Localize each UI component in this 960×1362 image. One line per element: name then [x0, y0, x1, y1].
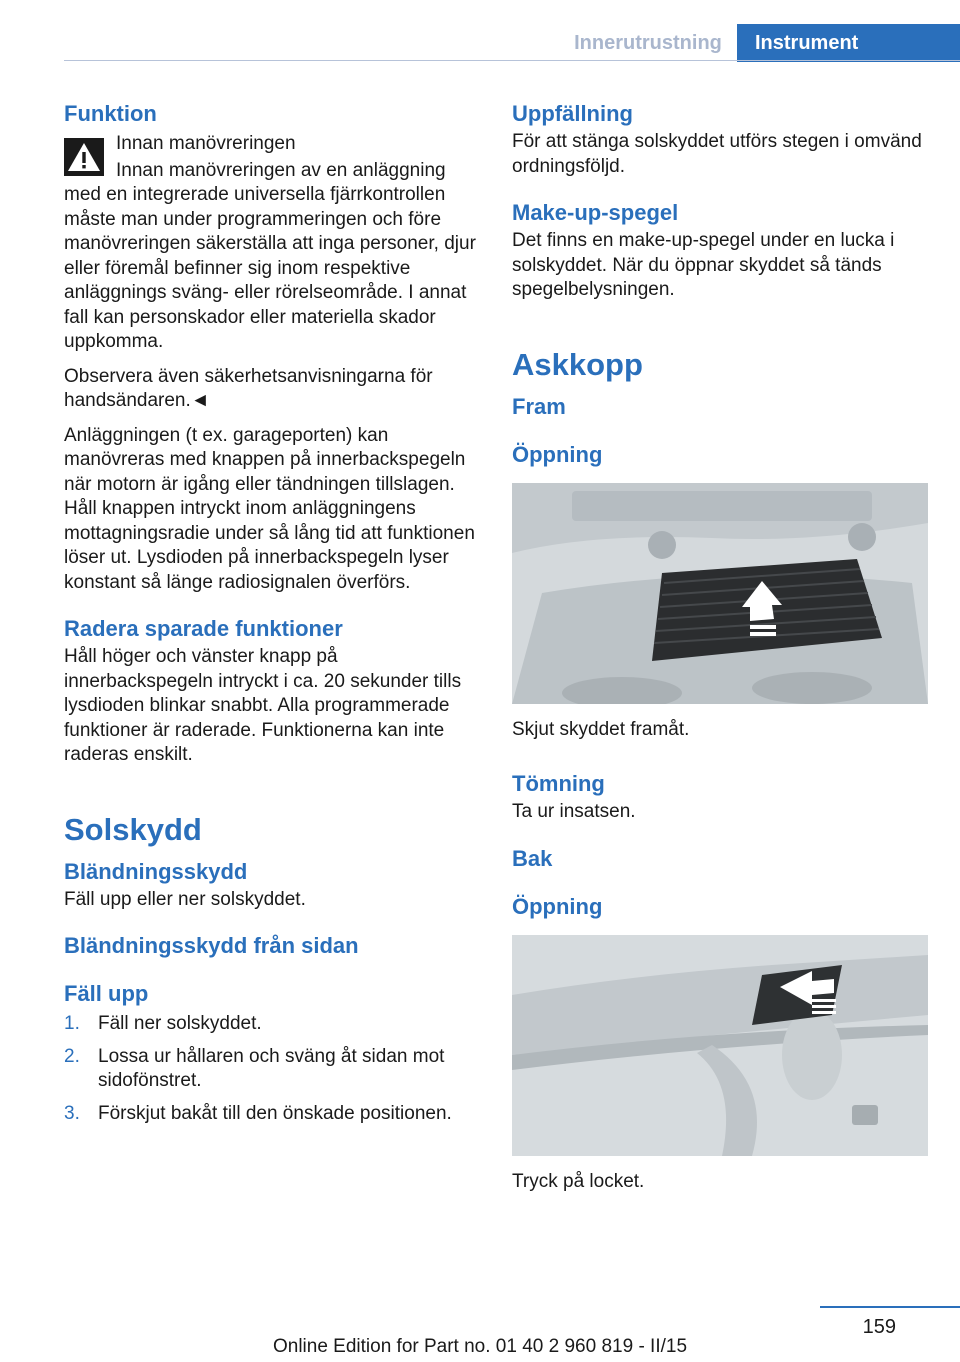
makeup-heading: Make-up-spegel [512, 200, 679, 225]
step-number: 2. [64, 1045, 80, 1067]
step-item [64, 1045, 484, 1094]
funktion-heading: Funktion [64, 101, 157, 126]
radera-text: Håll höger och vänster knapp på innerbackspegeln intryckt i ca. 20 sekunder tills lysdioden blinkar snabbt. Alla programmerade funktioner är raderade. Funktionerna kan inte raderas enskilt. [64, 646, 462, 765]
page-number: 159 [862, 1316, 896, 1338]
step-text: Lossa ur hållaren och sväng åt sidan mot sidofönstret. [98, 1045, 445, 1091]
oppning-heading-front: Öppning [512, 441, 603, 467]
warning-title: Innan manövreringen [116, 133, 296, 154]
warning-note: Observera även säkerhetsanvisningarna för handsändaren.◄ [64, 365, 433, 411]
edition-text: Online Edition for Part no. 01 40 2 960 819 - II/15 [272, 1336, 688, 1357]
tomning-heading: Tömning [512, 771, 605, 796]
step-number: 3. [64, 1102, 80, 1124]
front-ashtray-illustration [512, 483, 928, 704]
uppfallning-heading: Uppfällning [512, 101, 633, 126]
header-section-tab: Innerutrustning [574, 32, 722, 54]
uppfallning-text: För att stänga solskyddet utförs stegen i omvänd ordningsföljd. [512, 131, 922, 177]
header-chapter-tab: Instrument [737, 24, 960, 62]
oppning-heading-rear: Öppning [512, 893, 603, 919]
askkopp-heading: Askkopp [512, 346, 643, 382]
body-paragraph: Anläggningen (t ex. garageporten) kan manövreras med knappen på innerbackspegeln när motorn är igång eller tändningen tillslagen. Håll knappen intryckt inom anläggningens mottagningsradie under så lång tid att funktionen löser ut. Lysdioden på innerbackspegeln lyser konstant så länge radiosignalen överförs. [64, 424, 475, 593]
warning-icon [64, 138, 104, 176]
blandning-heading: Bländningsskydd [64, 858, 248, 884]
solskydd-heading: Solskydd [64, 811, 202, 847]
makeup-text: Det finns en make-up-spegel under en lucka i solskyddet. När du öppnar skyddet så tänds spegelbelysningen. [512, 230, 895, 300]
left-column [64, 100, 484, 1134]
footer-rule [820, 1306, 960, 1308]
rear-ashtray-illustration [512, 935, 928, 1156]
step-item [64, 1102, 484, 1127]
front-ashtray-image [512, 483, 928, 704]
rear-ashtray-image [512, 935, 928, 1156]
steps-list [64, 1012, 484, 1126]
header-rule [64, 60, 960, 61]
front-caption: Skjut skyddet framåt. [512, 718, 690, 740]
bak-heading: Bak [512, 845, 553, 871]
step-text: Förskjut bakåt till den önskade positionen. [98, 1102, 452, 1124]
step-item [64, 1012, 484, 1037]
right-column [512, 100, 932, 1194]
tomning-text: Ta ur insatsen. [512, 801, 636, 822]
fram-heading: Fram [512, 393, 566, 419]
step-text: Fäll ner solskyddet. [98, 1013, 262, 1034]
step-number: 1. [64, 1013, 80, 1034]
sidan-heading: Bländningsskydd från sidan [64, 933, 359, 958]
radera-heading: Radera sparade funktioner [64, 616, 343, 641]
rear-caption: Tryck på locket. [512, 1170, 645, 1192]
warning-block [64, 132, 484, 355]
blandning-text: Fäll upp eller ner solskyddet. [64, 888, 306, 910]
warning-text: Innan manövreringen av en anläggning med en integrerade universella fjärrkontrollen måste man under programmeringen och före manövreringen säkerställa att inga personer, djur eller föremål befinner sig inom respektive anläggnings sväng- eller rörelseområde. I annat fall kan personskador eller materiella skador uppkomma. [64, 159, 476, 352]
fall-upp-heading: Fäll upp [64, 981, 149, 1006]
